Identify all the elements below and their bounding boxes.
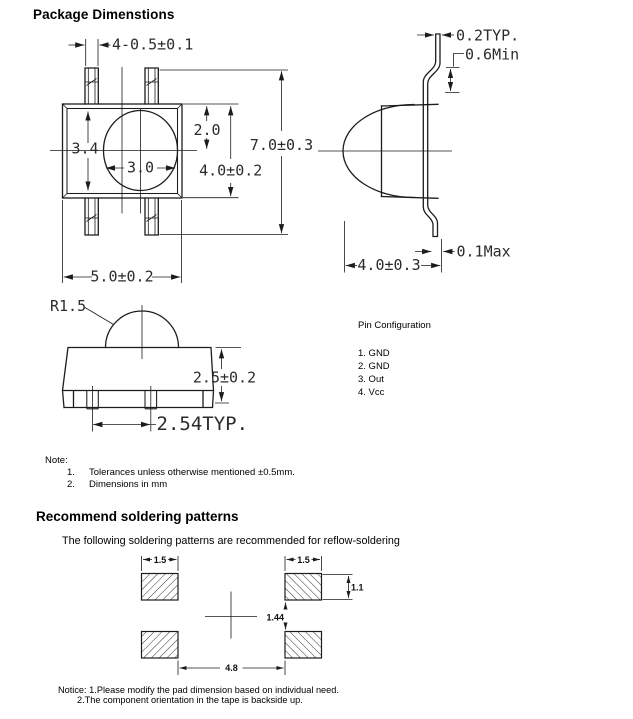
notice-line-2 [77,696,339,706]
dim-row-gap: 1.44 [266,612,284,623]
soldering-heading: Recommend soldering patterns [36,509,239,524]
r15-leader [85,308,114,325]
pad-bottom-left [142,632,179,659]
note-item-text: Dimensions in mm [89,479,168,490]
solder-pattern-drawing [142,555,364,675]
pad-top-left [142,574,179,601]
dim-pad-width-left: 1.5 [153,555,167,565]
dim-pad-height: 1.1 [351,582,364,593]
dim-pad-width-right: 1.5 [297,555,310,565]
note-section [45,455,295,491]
notice-section [58,686,339,706]
front-leads [87,391,157,409]
center-crosshair [205,592,257,639]
dim-overall-height: 7.0±0.3 [249,136,314,154]
pad-top-right [285,574,322,601]
top-view-drawing [50,36,313,286]
dim-depth: 4.0±0.3 [357,256,421,274]
side-lead [423,34,440,237]
front-view-drawing [50,297,256,435]
dim-cavity: 3.4 [71,139,99,158]
note-label: Note: [45,455,68,466]
dim-lead-width: 4-0.5±0.1 [112,35,194,54]
pin-item-2: 2. GND [358,361,390,372]
pad-bottom-right [285,632,322,659]
note-item-number: 1. [67,467,75,478]
pin-config-title: Pin Configuration [358,320,431,331]
notice-item-text: 2.The component orientation in the tape is backside up. [77,694,303,705]
dim-lead-thickness: 0.2TYP. [456,26,520,45]
dim-pitch: 2.54TYP. [156,413,249,435]
pin-configuration [358,320,431,399]
pin-list [358,347,431,399]
pin-item-3: 3. Out [358,374,384,385]
notice-item-text: 1.Please modify the pad dimension based on individual need. [89,685,339,695]
notice-label: Notice: [58,685,87,695]
side-view-drawing [318,27,519,275]
pin-item-1: 1. GND [358,348,390,359]
note-item-text: Tolerances unless otherwise mentioned ±0.5mm. [89,467,295,478]
dim-front-height: 2.5±0.2 [192,368,257,387]
dim-lens-center: 2.0 [193,121,221,139]
leader-06min [445,54,464,93]
dim-lens-dia: 3.0 [126,158,155,177]
soldering-subtitle: The following soldering patterns are recommended for reflow-soldering [62,535,400,547]
note-item-number: 2. [67,479,75,490]
dim-body-height: 4.0±0.2 [199,161,263,180]
dim-standoff: 0.1Max [456,242,511,261]
dim-col-gap: 4.8 [225,663,238,673]
dim-lead-tip: 0.6Min [465,45,520,64]
pin-item-4: 4. Vcc [358,387,385,398]
front-body [63,348,214,408]
dim-body-width: 5.0±0.2 [90,267,154,286]
note-item [45,467,295,479]
dim-lens-radius: R1.5 [50,297,87,315]
note-item [45,479,295,491]
page-title: Package Dimenstions [33,7,175,22]
